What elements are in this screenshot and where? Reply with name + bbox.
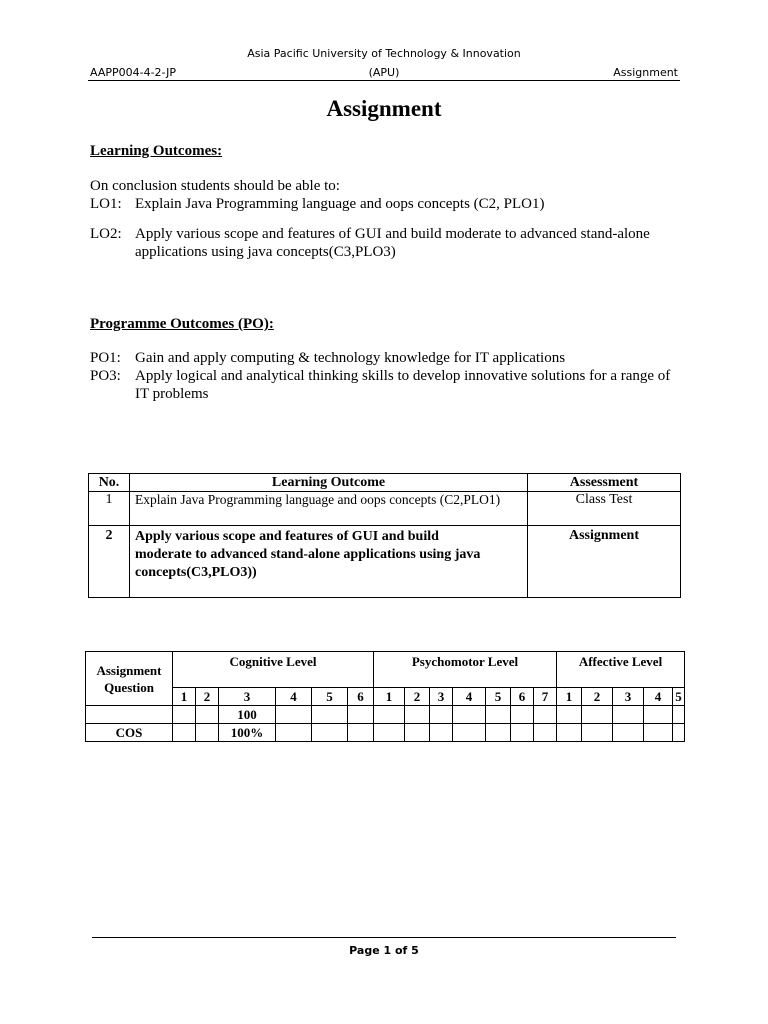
table-row — [89, 526, 681, 598]
level-number: 4 — [453, 688, 486, 706]
lo2-label: LO2: — [90, 226, 122, 242]
level-number-row — [86, 688, 685, 706]
page-number: Page 1 of 5 — [349, 944, 419, 957]
learning-outcomes-heading: Learning Outcomes: — [90, 143, 223, 159]
table-header-row — [89, 474, 681, 492]
level-number: 2 — [582, 688, 613, 706]
level-number: 1 — [374, 688, 405, 706]
row-assessment: Assignment — [528, 526, 681, 598]
module-code: AAPP004-4-2-JP — [90, 66, 177, 79]
level-number: 3 — [613, 688, 644, 706]
lo1-text: Explain Java Programming language and oops concepts (C2, PLO1) — [135, 196, 545, 212]
level-number: 5 — [486, 688, 511, 706]
cos-label: COS — [86, 724, 173, 742]
level-number: 5 — [312, 688, 348, 706]
po3-item — [90, 367, 670, 385]
level-number: 2 — [196, 688, 219, 706]
col-header-outcome: Learning Outcome — [130, 474, 528, 492]
row-outcome-line3: concepts(C3,PLO3)) — [135, 565, 257, 580]
level-number: 1 — [173, 688, 196, 706]
row-assessment: Class Test — [528, 492, 681, 526]
programme-outcomes-heading: Programme Outcomes (PO): — [90, 316, 274, 332]
learning-outcomes-intro: On conclusion students should be able to: — [90, 178, 340, 194]
header-rule — [88, 80, 680, 81]
assignment-question-header — [86, 652, 173, 706]
level-number: 5 — [673, 688, 685, 706]
page-title: Assignment — [326, 96, 442, 121]
footer-rule — [92, 937, 676, 938]
assignment-question-line2: Question — [104, 679, 154, 695]
level-table — [85, 651, 685, 742]
po3-text-line1: Apply logical and analytical thinking skills to develop innovative solutions for a range of — [135, 368, 671, 384]
psychomotor-level-header: Psychomotor Level — [374, 652, 557, 688]
level-number: 6 — [511, 688, 534, 706]
row-outcome: Explain Java Programming language and oops concepts (C2,PLO1) — [130, 492, 528, 526]
po1-item — [90, 349, 565, 367]
row-no: 2 — [89, 526, 130, 598]
table-row — [86, 706, 685, 724]
level-number: 4 — [644, 688, 673, 706]
university-abbrev: (APU) — [368, 66, 400, 79]
university-name: Asia Pacific University of Technology & Innovation — [247, 47, 521, 60]
cognitive-level-header: Cognitive Level — [173, 652, 374, 688]
level-number: 3 — [219, 688, 276, 706]
cognitive-3-value: 100 — [219, 706, 276, 724]
affective-level-header: Affective Level — [557, 652, 685, 688]
level-number: 3 — [430, 688, 453, 706]
col-header-no: No. — [89, 474, 130, 492]
level-header-row — [86, 652, 685, 688]
question-cell — [86, 706, 173, 724]
level-number: 6 — [348, 688, 374, 706]
row-outcome — [130, 526, 528, 598]
table-row — [89, 492, 681, 526]
lo2-item — [90, 225, 650, 243]
table-row — [86, 724, 685, 742]
po1-text: Gain and apply computing & technology knowledge for IT applications — [135, 350, 566, 366]
row-outcome-line2: moderate to advanced stand-alone applications using java — [135, 547, 481, 562]
row-no: 1 — [89, 492, 130, 526]
po3-label: PO3: — [90, 368, 121, 384]
row-outcome-line1: Apply various scope and features of GUI and build — [135, 529, 439, 544]
header-doc-type: Assignment — [613, 66, 678, 79]
lo1-label: LO1: — [90, 196, 122, 212]
level-number: 7 — [534, 688, 557, 706]
po1-label: PO1: — [90, 350, 121, 366]
lo2-text-line1: Apply various scope and features of GUI and build moderate to advanced stand-alone — [135, 226, 650, 242]
level-number: 1 — [557, 688, 582, 706]
col-header-assessment: Assessment — [528, 474, 681, 492]
level-number: 4 — [276, 688, 312, 706]
learning-outcome-table — [88, 473, 681, 598]
cognitive-3-percent: 100% — [219, 724, 276, 742]
lo1-item — [90, 195, 545, 213]
assignment-question-line1: Assignment — [96, 662, 162, 678]
level-number: 2 — [405, 688, 430, 706]
po3-text-line2: IT problems — [135, 386, 209, 402]
lo2-text-line2: applications using java concepts(C3,PLO3) — [135, 244, 396, 260]
